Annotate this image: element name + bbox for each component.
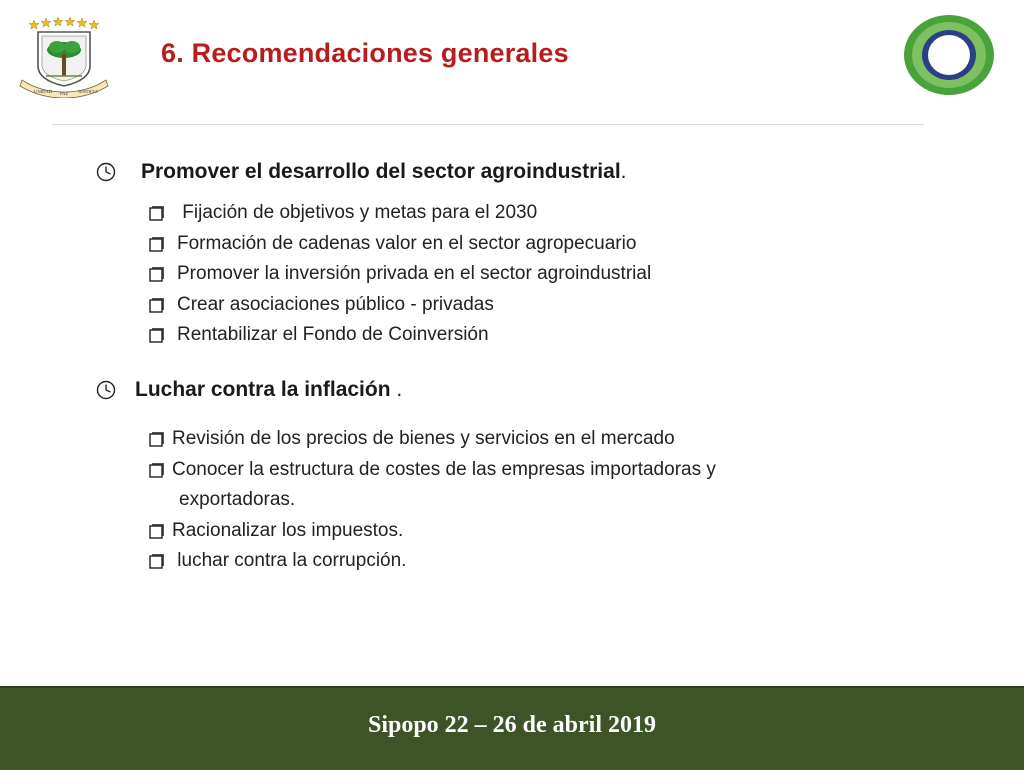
motto-word-2: PAZ <box>60 91 69 96</box>
footer-text: Sipopo 22 – 26 de abril 2019 <box>367 712 657 738</box>
list-item-text: Racionalizar los impuestos. <box>172 519 404 541</box>
list-item <box>149 424 716 455</box>
list-item <box>149 198 651 229</box>
page-title: 6. Recomendaciones generales <box>161 38 569 68</box>
list-item-text: Crear asociaciones público - privadas <box>177 293 494 315</box>
list-item-text: Fijación de objetivos y metas para el 2030 <box>177 202 538 223</box>
section-heading-inflation <box>95 378 402 402</box>
section-heading-trail: . <box>620 160 627 183</box>
checkbox-icon <box>149 431 165 447</box>
list-item-continuation <box>149 485 716 516</box>
list-item-text: Formación de cadenas valor en el sector agropecuario <box>177 232 637 254</box>
checkbox-icon <box>149 266 165 282</box>
list-item-text: Rentabilizar el Fondo de Coinversión <box>177 324 489 346</box>
clock-icon <box>95 379 117 401</box>
checkbox-icon <box>149 523 165 539</box>
list-item <box>149 546 716 577</box>
list-item-text: luchar contra la corrupción. <box>172 550 407 572</box>
inflation-list <box>149 424 716 577</box>
section-heading-text: Luchar contra la inflación <box>135 378 391 401</box>
checkbox-icon <box>149 327 165 343</box>
list-item <box>149 259 651 290</box>
list-item-text: Conocer la estructura de costes de las empresas importadoras y <box>172 458 716 480</box>
ring-logo <box>900 12 998 98</box>
list-item-text: Promover la inversión privada en el sector agroindustrial <box>177 263 652 285</box>
motto-word-3: JUSTICIA <box>78 89 98 94</box>
checkbox-icon <box>149 205 165 221</box>
clock-icon <box>95 161 117 183</box>
checkbox-icon <box>149 462 165 478</box>
list-item-text: Revisión de los precios de bienes y servicios en el mercado <box>172 428 675 449</box>
section-heading-trail: . <box>390 378 403 401</box>
coat-of-arms-emblem <box>16 14 112 98</box>
list-item <box>149 455 716 486</box>
list-item-text: exportadoras. <box>179 489 296 511</box>
section-heading-agroindustrial <box>95 160 627 184</box>
list-item <box>149 229 651 260</box>
list-item <box>149 320 651 351</box>
checkbox-icon <box>149 553 165 569</box>
list-item <box>149 516 716 547</box>
section-heading-text: Promover el desarrollo del sector agroindustrial <box>141 160 621 183</box>
list-item <box>149 290 651 321</box>
motto-word-1: UNIDAD <box>34 89 53 94</box>
checkbox-icon <box>149 236 165 252</box>
header-divider <box>52 124 924 125</box>
agroindustrial-list <box>149 198 651 351</box>
checkbox-icon <box>149 297 165 313</box>
